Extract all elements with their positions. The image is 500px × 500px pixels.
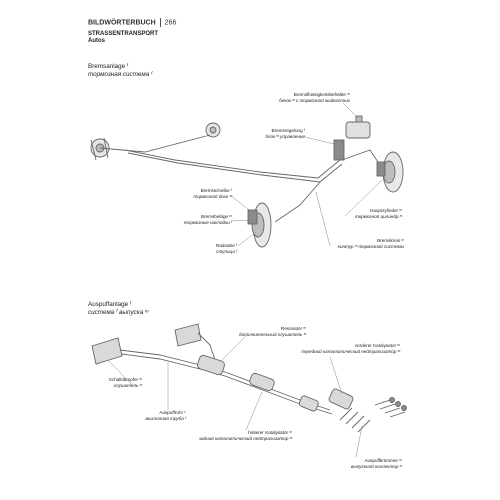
label-de: Hauptzylinder ᵐ [370, 208, 402, 213]
label-de: Bremsbeläge ᵐ [201, 214, 232, 219]
label-wheel-hub [195, 243, 237, 254]
label-de: Auspuffrohr ⁿ [159, 410, 186, 415]
label-ru: выпускной коллектор ᵐ [350, 463, 402, 469]
rear-right-brake-assembly [206, 123, 220, 137]
label-front-catalyst [290, 343, 400, 354]
brake-line-main [125, 150, 340, 178]
resonator [196, 354, 225, 375]
label-brake-fluid-reservoir [250, 92, 350, 103]
label-brake-circuit [310, 238, 404, 249]
brake-system-title [88, 63, 152, 78]
section-title: STRASSENTRANSPORT [88, 31, 159, 37]
label-ru: ступица ᶠ [216, 248, 237, 254]
subsection-title: Autos [88, 38, 105, 44]
label-ru: передний каталитический нейтрализатор ᵐ [301, 348, 400, 354]
label-exhaust-manifold [318, 458, 402, 469]
label-ru: блок ᵐ управление [265, 133, 305, 139]
exhaust-title-ru: система ᶠ выпуска ᵐ [88, 308, 149, 316]
brake-control-unit [334, 140, 344, 160]
label-de: Bremsregelung ᶠ [271, 128, 305, 133]
label-de: Resonator ᵐ [280, 326, 306, 331]
label-ru: глушитель ᵐ [113, 382, 142, 388]
brake-line-front-right [342, 150, 380, 165]
label-master-cylinder [330, 208, 402, 219]
label-de: hinterer Katalysator ᵐ [248, 430, 292, 435]
label-de: Bremsscheibe ᶠ [200, 188, 232, 193]
exhaust-title-de: Auspuffanlage ᶠ [88, 301, 132, 308]
label-ru: задний каталитический нейтрализатор ᵐ [198, 435, 292, 441]
brake-fluid-reservoir [346, 116, 370, 138]
label-de: Schalldämpfer ᵐ [108, 377, 142, 382]
label-de: Auspuffkrümmer ᵐ [364, 458, 402, 463]
label-de: vorderer Katalysator ᵐ [354, 343, 400, 348]
label-brake-control [245, 128, 305, 139]
label-de: Radnabe ᶠ [216, 243, 237, 248]
label-ru: дополнительный глушитель ᵐ [239, 331, 306, 337]
exhaust-pipe [120, 350, 330, 410]
label-ru: контур ᵐ тормозной системы [337, 243, 404, 249]
exhaust-system-title [88, 301, 148, 316]
label-ru: выхлопная труба ᶠ [145, 415, 186, 421]
page-number: 266 [164, 19, 177, 27]
label-brake-disc [170, 188, 232, 199]
rear-muffler [92, 324, 201, 364]
label-ru: тормозной диск ᵐ [193, 193, 232, 199]
label-exhaust-pipe [130, 410, 186, 421]
label-brake-pads [150, 214, 232, 225]
rear-catalyst [298, 395, 319, 412]
label-ru: бачок ᵐ с тормозной жидкостью [279, 97, 350, 103]
brake-line-front-left [275, 182, 320, 222]
label-muffler [90, 377, 142, 388]
brake-title-ru: тормозная система ᶠ [88, 70, 153, 78]
resonator-2 [249, 372, 276, 391]
label-de: Bremskreis ᵐ [377, 238, 404, 243]
book-title: BILDWÖRTERBUCH [88, 19, 156, 27]
front-left-brake-disc [248, 203, 271, 247]
brake-line-rear [100, 135, 210, 152]
brake-title-de: Bremsanlage ᶠ [88, 63, 129, 70]
label-de: Bremsflüssigkeitsbehälter ᵐ [293, 92, 350, 97]
label-resonator [222, 326, 306, 337]
front-right-brake-disc [377, 152, 403, 192]
label-ru: тормозные накладки ᶠ [183, 219, 232, 225]
label-ru: тормозной цилиндр ᵐ [354, 213, 402, 219]
label-rear-catalyst [180, 430, 292, 441]
